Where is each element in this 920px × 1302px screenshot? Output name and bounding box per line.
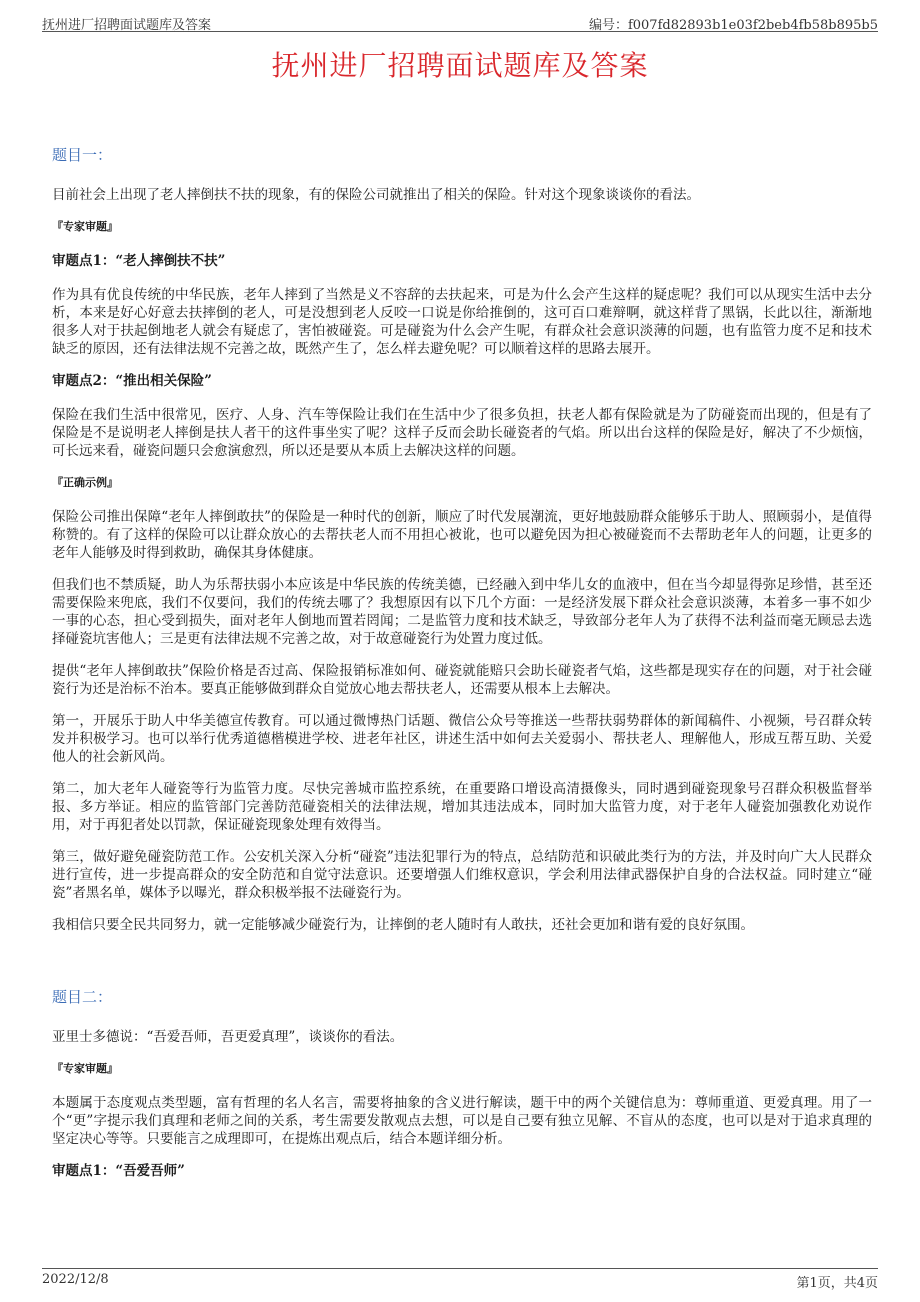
footer-date: 2022/12/8 <box>42 1272 109 1287</box>
question-1-point-2-text: 保险在我们生活中很常见，医疗、人身、汽车等保险让我们在生活中少了很多负担，扶老人都有保险就是为了防碰瓷而出现的，但是有了保险是不是说明老人摔倒是扶人者干的这件事坐实了呢？这样子反而会助长碰瓷者的气焰。所以出台这样的保险是好，解决了不少烦恼，可长远来看，碰瓷问题只会愈演愈烈，所以还是要从本质上去解决这样的问题。 <box>52 407 872 459</box>
question-2-heading: 题目二： <box>52 988 113 1006</box>
question-1-text: 目前社会上出现了老人摔倒扶不扶的现象，有的保险公司就推出了相关的保险。针对这个现象谈谈你的看法。 <box>52 187 700 203</box>
page-title: 抚州进厂招聘面试题库及答案 <box>271 49 649 82</box>
answer-paragraph: 提供“老年人摔倒敢扶”保险价格是否过高、保险报销标准如何、碰瓷就能赔只会助长碰瓷者气焰，这些都是现实存在的问题，对于社会碰瓷行为还是治标不治本。要真正能够做到群众自觉放心地去帮扶老人，还需要从根本上去解决。 <box>52 663 872 697</box>
page-header <box>42 10 878 32</box>
question-1-point-1-title: 审题点1：“老人摔倒扶不扶” <box>52 253 226 269</box>
question-1-heading: 题目一： <box>52 146 113 164</box>
question-1-example-tag: 『正确示例』 <box>52 476 118 489</box>
answer-paragraph: 但我们也不禁质疑，助人为乐帮扶弱小本应该是中华民族的传统美德，已经融入到中华儿女的血液中，但在当今却显得弥足珍惜，甚至还需要保险来兜底，我们不仅要问，我们的传统去哪了？我想原因有以下几个方面：一是经济发展下群众社会意识淡薄，本着多一事不如少一事的心态，担心受到损失，面对老年人倒地而置若罔闻；二是监管力度和技术缺乏，导致部分老年人为了获得不法利益而毫无顾忌去选择碰瓷坑害他人；三是更有法律法规不完善之故，对于故意碰瓷行为处置力度过低。 <box>52 577 872 647</box>
answer-paragraph: 我相信只要全民共同努力，就一定能够减少碰瓷行为，让摔倒的老人随时有人敢扶，还社会更加和谐有爱的良好氛围。 <box>52 917 754 933</box>
answer-paragraph: 保险公司推出保障“老年人摔倒敢扶”的保险是一种时代的创新，顺应了时代发展潮流，更好地鼓励群众能够乐于助人、照顾弱小，是值得称赞的。有了这样的保险可以让群众放心的去帮扶老人而不用担心被讹，也可以避免因为担心被碰瓷而不去帮助老年人的问题，让更多的老年人能够及时得到救助，确保其身体健康。 <box>52 509 872 561</box>
question-2-analysis: 本题属于态度观点类型题，富有哲理的名人名言，需要将抽象的含义进行解读，题干中的两个关键信息为：尊师重道、更爱真理。用了一个“更”字提示我们真理和老师之间的关系，考生需要发散观点去想，可以是自己要有独立见解、不盲从的态度，也可以是对于追求真理的坚定决心等等。只要能言之成理即可，在提炼出观点后，结合本题详细分析。 <box>52 1095 872 1147</box>
answer-paragraph: 第三，做好避免碰瓷防范工作。公安机关深入分析“碰瓷”违法犯罪行为的特点，总结防范和识破此类行为的方法，并及时向广大人民群众进行宣传，进一步提高群众的安全防范和自觉守法意识。还要增强人们维权意识，学会利用法律武器保护自身的合法权益。同时建立“碰瓷”者黑名单，媒体予以曝光，群众积极举报不法碰瓷行为。 <box>52 849 872 901</box>
header-divider <box>42 31 878 32</box>
question-1-expert-tag: 『专家审题』 <box>52 220 118 233</box>
footer-page-number: 第1页，共4页 <box>796 1276 878 1291</box>
question-2-expert-tag: 『专家审题』 <box>52 1062 118 1075</box>
header-doc-id: 编号：f007fd82893b1e03f2beb4fb58b895b5 <box>588 18 878 33</box>
question-1-point-1-text: 作为具有优良传统的中华民族，老年人摔到了当然是义不容辞的去扶起来，可是为什么会产生这样的疑虑呢？我们可以从现实生活中去分析，本来是好心好意去扶摔倒的老人，可是没想到老人反咬一口说是你给推倒的，这可百口难辩啊，就这样背了黑锅，长此以往，渐渐地很多人对于扶起倒地老人就会有疑虑了，害怕被碰瓷。可是碰瓷为什么会产生呢，有群众社会意识淡薄的问题，也有监管力度不足和技术缺乏的原因，还有法律法规不完善之故，既然产生了，怎么样去避免呢？可以顺着这样的思路去展开。 <box>52 287 872 357</box>
answer-paragraph: 第一，开展乐于助人中华美德宣传教育。可以通过微博热门话题、微信公众号等推送一些帮扶弱势群体的新闻稿件、小视频，号召群众转发并积极学习。也可以举行优秀道德楷模进学校、进老年社区，讲述生活中如何去关爱弱小、帮扶老人、理解他人，形成互帮互助、关爱他人的社会新风尚。 <box>52 713 872 765</box>
answer-paragraph: 第二，加大老年人碰瓷等行为监管力度。尽快完善城市监控系统，在重要路口增设高清摄像头，同时遇到碰瓷现象号召群众积极监督举报、多方举证。相应的监管部门完善防范碰瓷相关的法律法规，增加其违法成本，同时加大监管力度，对于老年人碰瓷加强教化劝说作用，对于再犯者处以罚款，保证碰瓷现象处理有效得当。 <box>52 781 872 833</box>
document-body <box>52 146 872 1196</box>
question-2-point-1-title: 审题点1：“吾爱吾师” <box>52 1163 185 1179</box>
question-2-text: 亚里士多德说：“吾爱吾师，吾更爱真理”，谈谈你的看法。 <box>52 1029 404 1045</box>
question-1-point-2-title: 审题点2：“推出相关保险” <box>52 373 212 389</box>
header-doc-title: 抚州进厂招聘面试题库及答案 <box>42 18 212 33</box>
footer-divider <box>42 1268 878 1269</box>
